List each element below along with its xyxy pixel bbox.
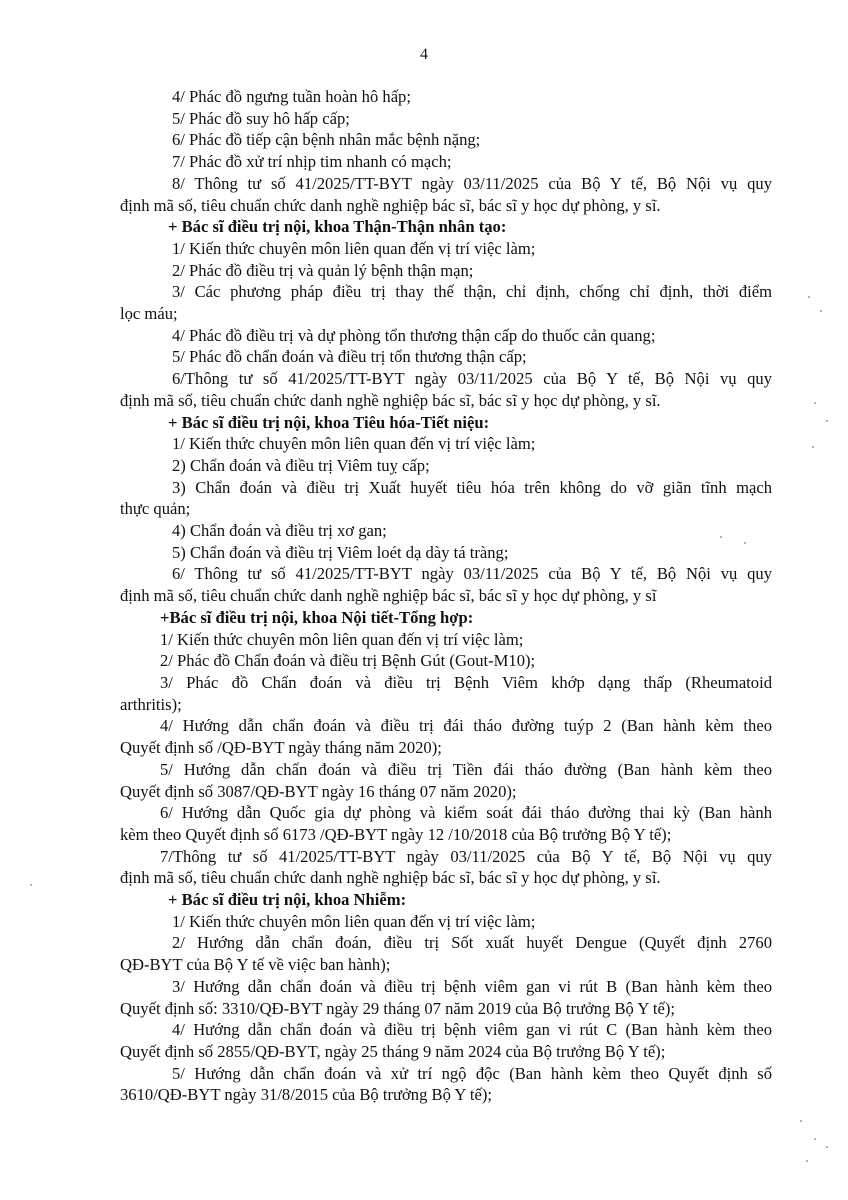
text-line: 5/ Hướng dẫn chẩn đoán và xử trí ngộ độc (Ban hành kèm theo Quyết định số xyxy=(172,1063,772,1083)
text-line: QĐ-BYT của Bộ Y tế về việc ban hành); xyxy=(120,955,391,975)
text-line: Quyết định số 3087/QĐ-BYT ngày 16 tháng 07 năm 2020); xyxy=(120,781,517,801)
text-line: 3) Chẩn đoán và điều trị Xuất huyết tiêu hóa trên không do vỡ giãn tĩnh mạch xyxy=(172,477,772,497)
text-line: Quyết định số: 3310/QĐ-BYT ngày 29 tháng 07 năm 2019 của Bộ trưởng Bộ Y tế); xyxy=(120,998,676,1018)
text-line: 5) Chẩn đoán và điều trị Viêm loét dạ dày tá tràng; xyxy=(172,542,509,562)
text-line: 2) Chẩn đoán và điều trị Viêm tuỵ cấp; xyxy=(172,455,430,475)
text-line: 1/ Kiến thức chuyên môn liên quan đến vị trí việc làm; xyxy=(172,911,536,931)
text-line: 4) Chẩn đoán và điều trị xơ gan; xyxy=(172,521,387,541)
document-body xyxy=(120,86,772,1106)
text-line: Quyết định số /QĐ-BYT ngày tháng năm 2020); xyxy=(120,738,442,758)
text-line: định mã số, tiêu chuẩn chức danh nghề nghiệp bác sĩ, bác sĩ y học dự phòng, y sĩ. xyxy=(120,390,661,410)
text-line: 4/ Hướng dẫn chẩn đoán và điều trị đái tháo đường tuýp 2 (Ban hành kèm theo xyxy=(160,716,772,736)
text-line: 3/ Các phương pháp điều trị thay thế thận, chỉ định, chống chỉ định, thời điểm xyxy=(172,282,772,302)
text-line: 5/ Hướng dẫn chẩn đoán và điều trị Tiền đái tháo đường (Ban hành kèm theo xyxy=(160,759,772,779)
section-heading: + Bác sĩ điều trị nội, khoa Nhiễm: xyxy=(168,890,407,910)
section-heading: + Bác sĩ điều trị nội, khoa Tiêu hóa-Tiết niệu: xyxy=(168,412,490,432)
text-line: định mã số, tiêu chuẩn chức danh nghề nghiệp bác sĩ, bác sĩ y học dự phòng, y sĩ xyxy=(120,586,657,606)
text-line: 5/ Phác đồ chẩn đoán và điều trị tổn thương thận cấp; xyxy=(172,347,527,367)
text-line: 3/ Phác đồ Chẩn đoán và điều trị Bệnh Viêm khớp dạng thấp (Rheumatoid xyxy=(160,672,772,692)
text-line: 6/ Thông tư số 41/2025/TT-BYT ngày 03/11/2025 của Bộ Y tế, Bộ Nội vụ quy xyxy=(172,564,772,584)
text-line: 2/ Phác đồ điều trị và quản lý bệnh thận mạn; xyxy=(172,260,474,280)
text-line: định mã số, tiêu chuẩn chức danh nghề nghiệp bác sĩ, bác sĩ y học dự phòng, y sĩ. xyxy=(120,195,661,215)
text-line: 8/ Thông tư số 41/2025/TT-BYT ngày 03/11/2025 của Bộ Y tế, Bộ Nội vụ quy xyxy=(172,173,772,193)
text-line: thực quản; xyxy=(120,499,191,519)
section-heading: + Bác sĩ điều trị nội, khoa Thận-Thận nhân tạo: xyxy=(168,217,507,237)
text-line: 2/ Phác đồ Chẩn đoán và điều trị Bệnh Gút (Gout-M10); xyxy=(160,651,536,671)
text-line: 4/ Phác đồ điều trị và dự phòng tổn thương thận cấp do thuốc cản quang; xyxy=(172,325,656,345)
page-number: 4 xyxy=(420,46,428,63)
text-line: 4/ Hướng dẫn chẩn đoán và điều trị bệnh viêm gan vi rút C (Ban hành kèm theo xyxy=(172,1020,772,1040)
text-line: định mã số, tiêu chuẩn chức danh nghề nghiệp bác sĩ, bác sĩ y học dự phòng, y sĩ. xyxy=(120,868,661,888)
text-line: 7/Thông tư số 41/2025/TT-BYT ngày 03/11/2025 của Bộ Y tế, Bộ Nội vụ quy xyxy=(160,846,772,866)
text-line: kèm theo Quyết định số 6173 /QĐ-BYT ngày 12 /10/2018 của Bộ trưởng Bộ Y tế); xyxy=(120,824,672,844)
text-line: 7/ Phác đồ xử trí nhịp tim nhanh có mạch; xyxy=(172,152,452,172)
text-line: 1/ Kiến thức chuyên môn liên quan đến vị trí việc làm; xyxy=(172,434,536,454)
text-line: 1/ Kiến thức chuyên môn liên quan đến vị trí việc làm; xyxy=(160,629,524,649)
text-line: 4/ Phác đồ ngưng tuần hoàn hô hấp; xyxy=(172,87,411,106)
text-line: 3/ Hướng dẫn chẩn đoán và điều trị bệnh viêm gan vi rút B (Ban hành kèm theo xyxy=(172,976,772,996)
text-line: arthritis); xyxy=(120,694,182,714)
text-line: 1/ Kiến thức chuyên môn liên quan đến vị trí việc làm; xyxy=(172,238,536,258)
text-line: 6/ Hướng dẫn Quốc gia dự phòng và kiểm soát đái tháo đường thai kỳ (Ban hành xyxy=(160,803,772,823)
text-line: Quyết định số 2855/QĐ-BYT, ngày 25 tháng 9 năm 2024 của Bộ trưởng Bộ Y tế); xyxy=(120,1041,666,1061)
text-line: 2/ Hướng dẫn chẩn đoán, điều trị Sốt xuất huyết Dengue (Quyết định 2760 xyxy=(172,933,772,953)
text-line: lọc máu; xyxy=(120,304,178,324)
text-line: 6/ Phác đồ tiếp cận bệnh nhân mắc bệnh nặng; xyxy=(172,130,481,150)
text-line: 3610/QĐ-BYT ngày 31/8/2015 của Bộ trưởng Bộ Y tế); xyxy=(120,1085,493,1105)
text-line: 5/ Phác đồ suy hô hấp cấp; xyxy=(172,108,350,128)
text-line: 6/Thông tư số 41/2025/TT-BYT ngày 03/11/2025 của Bộ Y tế, Bộ Nội vụ quy xyxy=(172,369,772,389)
section-heading: +Bác sĩ điều trị nội, khoa Nội tiết-Tổng hợp: xyxy=(160,607,474,627)
